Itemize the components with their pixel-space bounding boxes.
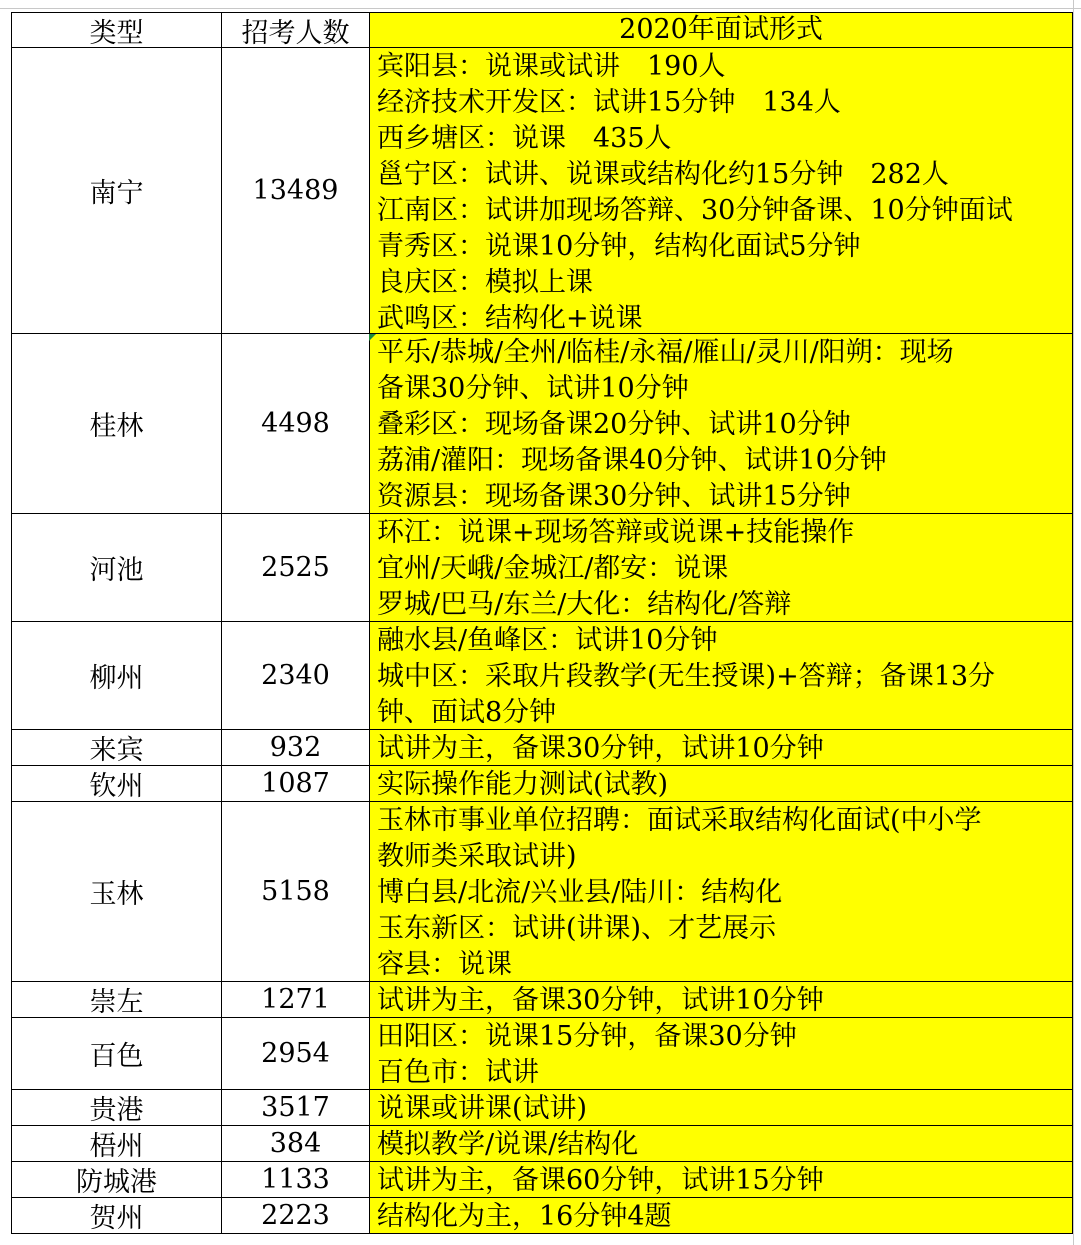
applicant-count: 2525 [261,552,330,583]
count-cell[interactable] [221,48,369,334]
region-cell[interactable] [11,514,221,622]
count-cell[interactable] [221,334,369,514]
region-name: 贵港 [89,1095,144,1126]
interview-form-line: 百色市：试讲 [377,1057,539,1088]
interview-form-line: 模拟教学/说课/结构化 [377,1129,639,1160]
applicant-count: 2954 [261,1038,330,1069]
region-name: 玉林 [89,879,144,910]
interview-form-cell[interactable] [369,766,1073,802]
interview-form-line: 教师类采取试讲) [377,841,577,872]
interview-form-line: 结构化为主，16分钟4题 [377,1201,672,1232]
interview-form-line: 青秀区：说课10分钟，结构化面试5分钟 [377,231,861,262]
interview-form-cell[interactable] [369,730,1073,766]
interview-form-line: 经济技术开发区：试讲15分钟 134人 [377,87,841,118]
applicant-count: 1271 [261,984,330,1015]
region-cell[interactable] [11,766,221,802]
region-name: 梧州 [89,1131,144,1162]
interview-form-line: 容县：说课 [377,949,512,980]
count-cell[interactable] [221,1126,369,1162]
interview-form-line: 宜州/天峨/金城江/都安：说课 [377,553,729,584]
applicant-count: 2223 [261,1200,330,1231]
interview-form-line: 玉东新区：试讲(讲课)、才艺展示 [377,913,777,944]
interview-form-line: 环江：说课+现场答辩或说课+技能操作 [377,517,855,548]
region-cell[interactable] [11,802,221,982]
interview-form-cell[interactable] [369,1162,1073,1198]
count-cell[interactable] [221,1018,369,1090]
header-count-label: 招考人数 [241,17,350,49]
region-name: 崇左 [89,987,144,1018]
applicant-count: 1087 [261,768,330,799]
interview-form-cell[interactable] [369,1126,1073,1162]
interview-form-line: 说课或讲课(试讲) [377,1093,588,1124]
count-cell[interactable] [221,1198,369,1234]
interview-form-line: 钟、面试8分钟 [377,697,557,728]
region-cell[interactable] [11,982,221,1018]
header-count-cell[interactable] [221,12,369,48]
count-cell[interactable] [221,622,369,730]
interview-form-line: 宾阳县：说课或试讲 190人 [377,51,726,82]
count-cell[interactable] [221,982,369,1018]
interview-form-line: 城中区：采取片段教学(无生授课)+答辩；备课13分 [377,661,996,692]
interview-form-line: 试讲为主，备课30分钟，试讲10分钟 [377,733,824,764]
region-name: 南宁 [89,178,144,209]
interview-form-cell[interactable] [369,802,1073,982]
interview-form-cell[interactable] [369,514,1073,622]
count-cell[interactable] [221,1090,369,1126]
interview-form-line: 玉林市事业单位招聘：面试采取结构化面试(中小学 [377,805,982,836]
count-cell[interactable] [221,1162,369,1198]
region-cell[interactable] [11,730,221,766]
interview-form-line: 罗城/巴马/东兰/大化：结构化/答辩 [377,589,792,620]
count-cell[interactable] [221,514,369,622]
region-name: 防城港 [76,1167,157,1198]
interview-form-line: 良庆区：模拟上课 [377,267,593,298]
header-form-cell[interactable] [369,12,1073,48]
region-name: 河池 [89,555,144,586]
region-name: 桂林 [89,411,144,442]
region-cell[interactable] [11,622,221,730]
interview-form-line: 融水县/鱼峰区：试讲10分钟 [377,625,718,656]
count-cell[interactable] [221,802,369,982]
interview-form-line: 西乡塘区：说课 435人 [377,123,672,154]
interview-form-cell[interactable] [369,982,1073,1018]
interview-form-line: 叠彩区：现场备课20分钟、试讲10分钟 [377,409,851,440]
interview-form-line: 邕宁区：试讲、说课或结构化约15分钟 282人 [377,159,949,190]
region-cell[interactable] [11,1162,221,1198]
interview-form-cell[interactable] [369,1090,1073,1126]
applicant-count: 13489 [252,175,339,206]
header-type-label: 类型 [89,17,144,49]
top-gridline [0,8,1081,9]
region-cell[interactable] [11,1198,221,1234]
right-gridline [1073,0,1074,1245]
count-cell[interactable] [221,730,369,766]
interview-form-line: 试讲为主，备课60分钟，试讲15分钟 [377,1165,824,1196]
applicant-count: 4498 [261,408,330,439]
interview-form-line: 江南区：试讲加现场答辩、30分钟备课、10分钟面试 [377,195,1013,226]
header-type-cell[interactable] [11,12,221,48]
interview-form-cell[interactable] [369,334,1073,514]
region-cell[interactable] [11,1018,221,1090]
region-name: 百色 [89,1041,144,1072]
interview-form-line: 武鸣区：结构化+说课 [377,303,643,334]
interview-form-cell[interactable] [369,1198,1073,1234]
interview-form-line: 试讲为主，备课30分钟，试讲10分钟 [377,985,824,1016]
applicant-count: 1133 [261,1164,330,1195]
interview-form-line: 博白县/北流/兴业县/陆川：结构化 [377,877,783,908]
cell-comment-marker [369,334,376,341]
interview-form-line: 资源县：现场备课30分钟、试讲15分钟 [377,481,851,512]
applicant-count: 3517 [261,1092,330,1123]
interview-form-line: 实际操作能力测试(试教) [377,769,669,800]
applicant-count: 2340 [261,660,330,691]
region-name: 钦州 [89,771,144,802]
applicant-count: 384 [269,1128,322,1159]
interview-form-line: 备课30分钟、试讲10分钟 [377,373,689,404]
interview-form-line: 平乐/恭城/全州/临桂/永福/雁山/灵川/阳朔：现场 [377,337,954,368]
region-name: 贺州 [89,1203,144,1234]
region-cell[interactable] [11,1090,221,1126]
region-name: 柳州 [89,663,144,694]
region-cell[interactable] [11,1126,221,1162]
region-cell[interactable] [11,48,221,334]
header-form-label: 2020年面试形式 [619,14,823,45]
interview-form-cell[interactable] [369,622,1073,730]
count-cell[interactable] [221,766,369,802]
interview-form-line: 田阳区：说课15分钟，备课30分钟 [377,1021,797,1052]
region-name: 来宾 [89,735,144,766]
interview-form-cell[interactable] [369,48,1073,334]
applicant-count: 5158 [261,876,330,907]
applicant-count: 932 [269,732,322,763]
interview-form-line: 荔浦/灌阳：现场备课40分钟、试讲10分钟 [377,445,887,476]
region-cell[interactable] [11,334,221,514]
interview-form-cell[interactable] [369,1018,1073,1090]
